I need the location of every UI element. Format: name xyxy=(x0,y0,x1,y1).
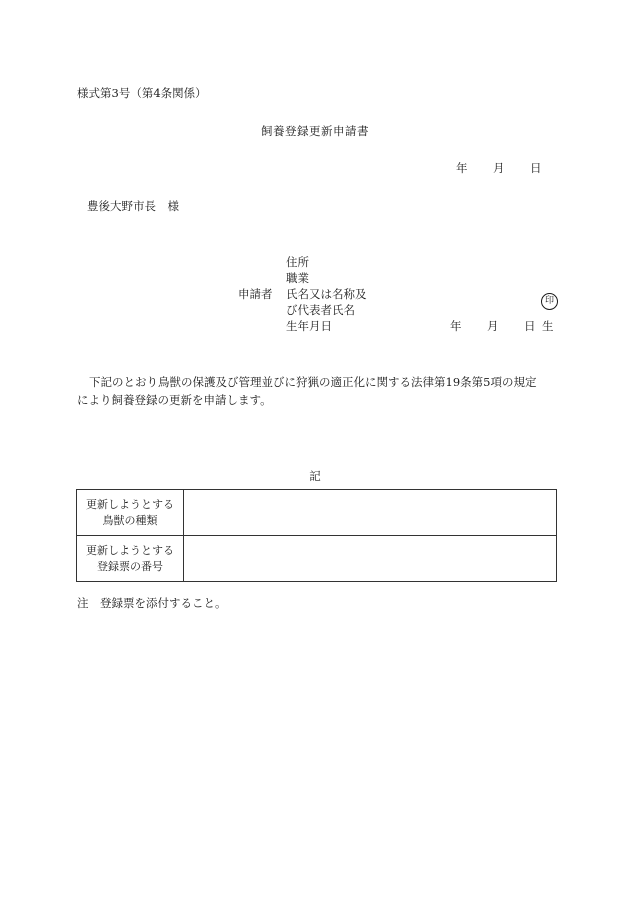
table-row xyxy=(77,490,557,536)
body-line-2: により飼養登録の更新を申請します。 xyxy=(77,393,272,407)
body-text xyxy=(77,373,557,409)
row-label-text: 鳥獣の種類 xyxy=(102,513,158,527)
body-line-1: 下記のとおり鳥獣の保護及び管理並びに狩猟の適正化に関する法律第19条第5項の規定 xyxy=(89,375,537,389)
row-label-text: 登録票の番号 xyxy=(97,559,163,573)
birth-suffix: 生 xyxy=(542,319,554,333)
date-day-label: 日 xyxy=(530,161,542,175)
birth-date xyxy=(450,319,554,333)
registration-number-value-cell[interactable] xyxy=(184,536,557,582)
date-year-label: 年 xyxy=(456,161,468,175)
seal-mark: 印 xyxy=(541,293,558,310)
document-title: 飼養登録更新申請書 xyxy=(261,124,369,138)
row-label-number xyxy=(77,536,184,582)
note: 注 登録票を添付すること。 xyxy=(77,596,227,610)
form-number: 様式第3号（第4条関係） xyxy=(77,86,207,100)
application-date xyxy=(456,161,542,175)
birthdate-label: 生年月日 xyxy=(286,319,332,333)
occupation-label: 職業 xyxy=(286,271,309,285)
date-month-label: 月 xyxy=(493,161,505,175)
table-row xyxy=(77,536,557,582)
row-label-text: 更新しようとする xyxy=(86,497,174,511)
addressee: 豊後大野市長 様 xyxy=(87,199,179,213)
row-label-species xyxy=(77,490,184,536)
address-label: 住所 xyxy=(286,255,309,269)
applicant-label: 申請者 xyxy=(238,287,273,301)
name-label-line2: び代表者氏名 xyxy=(286,303,355,317)
birth-year-label: 年 xyxy=(450,319,462,333)
species-value-cell[interactable] xyxy=(184,490,557,536)
birth-day-label: 日 xyxy=(524,319,536,333)
ki-heading: 記 xyxy=(309,469,321,483)
row-label-text: 更新しようとする xyxy=(86,543,174,557)
name-label-line1: 氏名又は名称及 xyxy=(286,287,367,301)
details-table xyxy=(76,489,557,582)
birth-month-label: 月 xyxy=(487,319,499,333)
